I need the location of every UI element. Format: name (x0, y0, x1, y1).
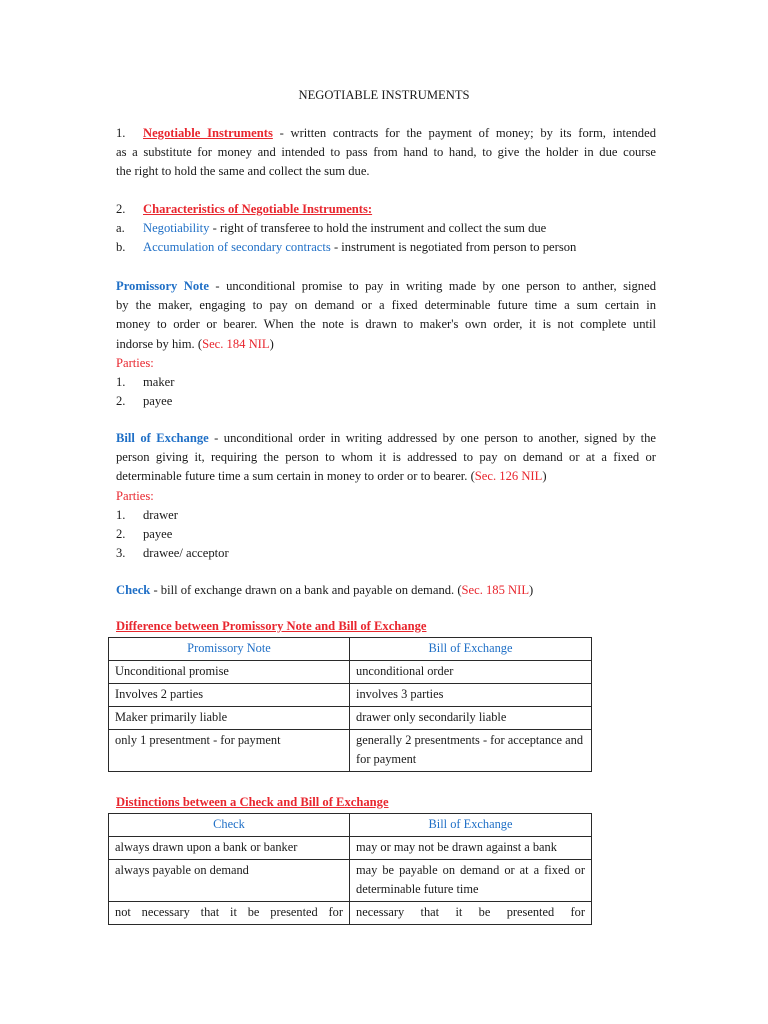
party-name: maker (143, 374, 175, 389)
bill-of-exchange-section (116, 429, 656, 563)
table-row (109, 707, 592, 730)
party-name: drawee/ acceptor (143, 546, 229, 561)
list-label: a. (116, 221, 125, 236)
definition-text: indorse by him. ( (116, 336, 203, 351)
table-cell: may be payable on demand or at a fixed or determinable future time (350, 860, 592, 902)
table-cell: Involves 2 parties (109, 684, 350, 707)
page-title: NEGOTIABLE INSTRUMENTS (298, 88, 470, 102)
table-row (109, 902, 592, 925)
term-accumulation: Accumulation of secondary contracts (143, 240, 331, 255)
definition-text: - unconditional promise to pay in writing made by one person to anther, signed (208, 279, 656, 293)
list-item (116, 525, 656, 544)
parties-label: Parties: (116, 488, 154, 503)
definition-text: the right to hold the same and collect the sum due. (116, 164, 370, 179)
column-header: Bill of Exchange (350, 814, 592, 837)
table-row (109, 860, 592, 902)
check-section (116, 581, 656, 600)
distinctions-table (108, 813, 592, 925)
table-cell: always payable on demand (109, 860, 350, 902)
column-header: Check (109, 814, 350, 837)
list-label: b. (116, 240, 126, 255)
section-reference: Sec. 184 NIL (202, 336, 270, 351)
definition-text: - written contracts for the payment of money; by its form, intended (272, 126, 656, 140)
party-name: drawer (143, 507, 178, 522)
term-bill-of-exchange: Bill of Exchange (116, 431, 209, 445)
table-header-row (109, 814, 592, 837)
list-number: 1. (116, 374, 126, 389)
list-number: 3. (116, 546, 126, 561)
list-item (116, 373, 656, 392)
table-row (109, 730, 592, 772)
table-cell: only 1 presentment - for payment (109, 730, 350, 772)
difference-table (108, 637, 592, 772)
table-row (109, 684, 592, 707)
definition-text: person giving it, requiring the person to whom it is addressed to pay on demand or at a fixed or (116, 450, 656, 465)
paren: ) (542, 469, 547, 484)
list-item (116, 506, 656, 525)
section-reference: Sec. 185 NIL (461, 583, 530, 597)
column-header: Bill of Exchange (350, 638, 592, 661)
table-cell: involves 3 parties (350, 684, 592, 707)
section-reference: Sec. 126 NIL (474, 469, 543, 484)
definition-text: - bill of exchange drawn on a bank and payable on demand. ( (150, 583, 462, 597)
table1-heading: Difference between Promissory Note and Bill of Exchange (116, 619, 427, 633)
table-cell: always drawn upon a bank or banker (109, 837, 350, 860)
characteristics-heading: Characteristics of Negotiable Instruments: (143, 202, 373, 216)
list-number: 2. (116, 394, 126, 409)
table-cell: Unconditional promise (109, 661, 350, 684)
item-number: 1. (116, 126, 126, 140)
table-row (109, 837, 592, 860)
table2-heading: Distinctions between a Check and Bill of Exchange (116, 795, 389, 809)
list-number: 2. (116, 526, 126, 541)
term-check: Check (116, 583, 151, 597)
definition-negotiable-instruments (116, 124, 656, 182)
list-number: 1. (116, 507, 126, 522)
parties-label: Parties: (116, 355, 154, 370)
table-cell: drawer only secondarily liable (350, 707, 592, 730)
table-cell: unconditional order (350, 661, 592, 684)
table-cell: necessary that it be presented for (350, 902, 592, 925)
definition-text: by the maker, engaging to pay on demand or a fixed determinable future time a sum certain in (116, 298, 656, 313)
list-item (116, 392, 656, 411)
column-header: Promissory Note (109, 638, 350, 661)
paren: ) (529, 583, 534, 597)
paren: ) (269, 336, 274, 351)
party-name: payee (143, 526, 173, 541)
list-item-text: - instrument is negotiated from person to person (330, 240, 577, 255)
list-item-text: - right of transferee to hold the instrument and collect the sum due (209, 221, 547, 236)
table-row (109, 661, 592, 684)
characteristics-section (116, 200, 656, 258)
item-number: 2. (116, 202, 126, 216)
table-cell: may or may not be drawn against a bank (350, 837, 592, 860)
definition-text: money to order or bearer. When the note is drawn to maker's own order, it is not complete until (116, 317, 656, 332)
table-cell: Maker primarily liable (109, 707, 350, 730)
list-item (116, 544, 656, 563)
party-name: payee (143, 394, 173, 409)
definition-text: - unconditional order in writing addressed by one person to another, signed by the (208, 431, 656, 445)
term-promissory-note: Promissory Note (116, 279, 209, 293)
table-cell: generally 2 presentments - for acceptance and for payment (350, 730, 592, 772)
table-header-row (109, 638, 592, 661)
term-negotiability: Negotiability (143, 221, 210, 236)
table-cell: not necessary that it be presented for (109, 902, 350, 925)
definition-text: determinable future time a sum certain in money to order or to bearer. ( (116, 469, 475, 484)
promissory-note-section (116, 277, 656, 411)
definition-text: as a substitute for money and intended to pass from hand to hand, to give the holder in due course (116, 145, 656, 160)
term-negotiable-instruments: Negotiable Instruments (143, 126, 273, 140)
